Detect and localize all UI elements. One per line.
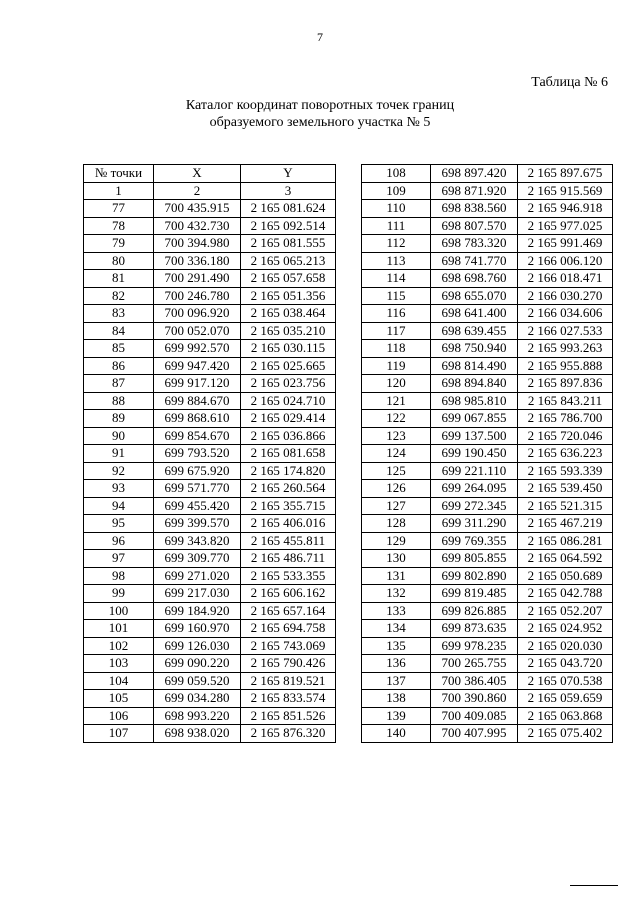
header-y: Y: [241, 165, 336, 183]
table-row: [84, 392, 336, 410]
x-coordinate-cell: 699 264.095: [431, 480, 518, 498]
point-number-cell: 86: [84, 357, 154, 375]
y-coordinate-cell: 2 165 025.665: [241, 357, 336, 375]
y-coordinate-cell: 2 165 024.952: [518, 620, 613, 638]
table-row: [362, 340, 613, 358]
table-row: [362, 585, 613, 603]
point-number-cell: 113: [362, 252, 431, 270]
corner-line: [570, 885, 618, 886]
y-coordinate-cell: 2 165 092.514: [241, 217, 336, 235]
point-number-cell: 102: [84, 637, 154, 655]
point-number-cell: 126: [362, 480, 431, 498]
caption-line-1: Каталог координат поворотных точек границ: [185, 98, 455, 113]
table-row: [84, 410, 336, 428]
point-number-cell: 117: [362, 322, 431, 340]
point-number-cell: 104: [84, 672, 154, 690]
point-number-cell: 128: [362, 515, 431, 533]
point-number-cell: 89: [84, 410, 154, 428]
x-coordinate-cell: 698 750.940: [431, 340, 518, 358]
x-coordinate-cell: 698 698.760: [431, 270, 518, 288]
y-coordinate-cell: 2 165 174.820: [241, 462, 336, 480]
y-coordinate-cell: 2 165 743.069: [241, 637, 336, 655]
y-coordinate-cell: 2 165 467.219: [518, 515, 613, 533]
y-coordinate-cell: 2 165 993.263: [518, 340, 613, 358]
point-number-cell: 130: [362, 550, 431, 568]
point-number-cell: 101: [84, 620, 154, 638]
x-coordinate-cell: 700 052.070: [154, 322, 241, 340]
table-row: [84, 252, 336, 270]
x-coordinate-cell: 699 184.920: [154, 602, 241, 620]
point-number-cell: 131: [362, 567, 431, 585]
point-number-cell: 124: [362, 445, 431, 463]
table-row: [362, 165, 613, 183]
y-coordinate-cell: 2 165 355.715: [241, 497, 336, 515]
table-row: [362, 287, 613, 305]
y-coordinate-cell: 2 165 455.811: [241, 532, 336, 550]
y-coordinate-cell: 2 165 042.788: [518, 585, 613, 603]
table-row: [362, 497, 613, 515]
point-number-cell: 129: [362, 532, 431, 550]
x-coordinate-cell: 698 741.770: [431, 252, 518, 270]
table-row: [84, 340, 336, 358]
y-coordinate-cell: 2 165 786.700: [518, 410, 613, 428]
x-coordinate-cell: 698 807.570: [431, 217, 518, 235]
x-coordinate-cell: 699 221.110: [431, 462, 518, 480]
table-row: [84, 637, 336, 655]
coordinates-table-right: [361, 164, 613, 743]
x-coordinate-cell: 699 190.450: [431, 445, 518, 463]
y-coordinate-cell: 2 165 029.414: [241, 410, 336, 428]
x-coordinate-cell: 700 394.980: [154, 235, 241, 253]
x-coordinate-cell: 699 272.345: [431, 497, 518, 515]
x-coordinate-cell: 699 126.030: [154, 637, 241, 655]
y-coordinate-cell: 2 165 057.658: [241, 270, 336, 288]
point-number-cell: 115: [362, 287, 431, 305]
point-number-cell: 99: [84, 585, 154, 603]
y-coordinate-cell: 2 165 593.339: [518, 462, 613, 480]
point-number-cell: 134: [362, 620, 431, 638]
x-coordinate-cell: 699 399.570: [154, 515, 241, 533]
y-coordinate-cell: 2 165 081.658: [241, 445, 336, 463]
x-coordinate-cell: 700 336.180: [154, 252, 241, 270]
x-coordinate-cell: 699 067.855: [431, 410, 518, 428]
y-coordinate-cell: 2 166 027.533: [518, 322, 613, 340]
table-row: [362, 200, 613, 218]
header-row: [84, 165, 336, 183]
y-coordinate-cell: 2 165 843.211: [518, 392, 613, 410]
table-row: [84, 585, 336, 603]
table-row: [362, 305, 613, 323]
x-coordinate-cell: 699 805.855: [431, 550, 518, 568]
y-coordinate-cell: 2 166 034.606: [518, 305, 613, 323]
y-coordinate-cell: 2 165 897.836: [518, 375, 613, 393]
table-row: [362, 217, 613, 235]
table-row: [362, 427, 613, 445]
table-row: [84, 567, 336, 585]
table-row: [362, 410, 613, 428]
x-coordinate-cell: 699 271.020: [154, 567, 241, 585]
table-row: [84, 707, 336, 725]
table-row: [362, 392, 613, 410]
x-coordinate-cell: 699 947.420: [154, 357, 241, 375]
point-number-cell: 139: [362, 707, 431, 725]
y-coordinate-cell: 2 165 636.223: [518, 445, 613, 463]
x-coordinate-cell: 700 390.860: [431, 690, 518, 708]
y-coordinate-cell: 2 165 036.866: [241, 427, 336, 445]
point-number-cell: 94: [84, 497, 154, 515]
y-coordinate-cell: 2 165 052.207: [518, 602, 613, 620]
point-number-cell: 95: [84, 515, 154, 533]
y-coordinate-cell: 2 165 065.213: [241, 252, 336, 270]
x-coordinate-cell: 698 655.070: [431, 287, 518, 305]
point-number-cell: 125: [362, 462, 431, 480]
x-coordinate-cell: 700 386.405: [431, 672, 518, 690]
table-row: [362, 182, 613, 200]
x-coordinate-cell: 698 985.810: [431, 392, 518, 410]
point-number-cell: 127: [362, 497, 431, 515]
point-number-cell: 137: [362, 672, 431, 690]
table-row: [84, 462, 336, 480]
x-coordinate-cell: 699 160.970: [154, 620, 241, 638]
point-number-cell: 96: [84, 532, 154, 550]
table-row: [362, 567, 613, 585]
point-number-cell: 133: [362, 602, 431, 620]
x-coordinate-cell: 699 059.520: [154, 672, 241, 690]
x-coordinate-cell: 699 137.500: [431, 427, 518, 445]
table-label: Таблица № 6: [531, 75, 608, 90]
header-point-number: № точки: [84, 165, 154, 183]
y-coordinate-cell: 2 165 086.281: [518, 532, 613, 550]
point-number-cell: 79: [84, 235, 154, 253]
column-number-3: 3: [241, 182, 336, 200]
point-number-cell: 140: [362, 725, 431, 743]
y-coordinate-cell: 2 165 977.025: [518, 217, 613, 235]
y-coordinate-cell: 2 166 006.120: [518, 252, 613, 270]
page-number: 7: [317, 30, 323, 44]
x-coordinate-cell: 700 246.780: [154, 287, 241, 305]
x-coordinate-cell: 698 993.220: [154, 707, 241, 725]
table-row: [84, 200, 336, 218]
point-number-cell: 123: [362, 427, 431, 445]
header-x: X: [154, 165, 241, 183]
point-number-cell: 122: [362, 410, 431, 428]
y-coordinate-cell: 2 165 070.538: [518, 672, 613, 690]
x-coordinate-cell: 699 217.030: [154, 585, 241, 603]
y-coordinate-cell: 2 165 897.675: [518, 165, 613, 183]
table-row: [84, 357, 336, 375]
point-number-cell: 93: [84, 480, 154, 498]
y-coordinate-cell: 2 165 955.888: [518, 357, 613, 375]
point-number-cell: 135: [362, 637, 431, 655]
y-coordinate-cell: 2 165 023.756: [241, 375, 336, 393]
x-coordinate-cell: 700 291.490: [154, 270, 241, 288]
point-number-cell: 103: [84, 655, 154, 673]
y-coordinate-cell: 2 165 790.426: [241, 655, 336, 673]
y-coordinate-cell: 2 165 406.016: [241, 515, 336, 533]
table-row: [84, 550, 336, 568]
y-coordinate-cell: 2 165 020.030: [518, 637, 613, 655]
table-row: [362, 235, 613, 253]
table-row: [362, 620, 613, 638]
x-coordinate-cell: 698 938.020: [154, 725, 241, 743]
x-coordinate-cell: 699 793.520: [154, 445, 241, 463]
x-coordinate-cell: 698 894.840: [431, 375, 518, 393]
point-number-cell: 77: [84, 200, 154, 218]
x-coordinate-cell: 699 978.235: [431, 637, 518, 655]
y-coordinate-cell: 2 165 521.315: [518, 497, 613, 515]
y-coordinate-cell: 2 165 991.469: [518, 235, 613, 253]
y-coordinate-cell: 2 165 059.659: [518, 690, 613, 708]
column-number-2: 2: [154, 182, 241, 200]
point-number-cell: 107: [84, 725, 154, 743]
table-row: [84, 620, 336, 638]
caption-line-2: образуемого земельного участка № 5: [209, 115, 431, 130]
y-coordinate-cell: 2 165 050.689: [518, 567, 613, 585]
x-coordinate-cell: 699 819.485: [431, 585, 518, 603]
point-number-cell: 82: [84, 287, 154, 305]
table-row: [84, 602, 336, 620]
x-coordinate-cell: 699 868.610: [154, 410, 241, 428]
table-row: [362, 445, 613, 463]
x-coordinate-cell: 699 311.290: [431, 515, 518, 533]
y-coordinate-cell: 2 165 035.210: [241, 322, 336, 340]
y-coordinate-cell: 2 165 657.164: [241, 602, 336, 620]
x-coordinate-cell: 699 309.770: [154, 550, 241, 568]
x-coordinate-cell: 699 769.355: [431, 532, 518, 550]
point-number-cell: 90: [84, 427, 154, 445]
x-coordinate-cell: 699 884.670: [154, 392, 241, 410]
x-coordinate-cell: 699 571.770: [154, 480, 241, 498]
x-coordinate-cell: 700 407.995: [431, 725, 518, 743]
y-coordinate-cell: 2 165 833.574: [241, 690, 336, 708]
point-number-cell: 91: [84, 445, 154, 463]
x-coordinate-cell: 699 802.890: [431, 567, 518, 585]
y-coordinate-cell: 2 165 606.162: [241, 585, 336, 603]
point-number-cell: 109: [362, 182, 431, 200]
column-number-row: [84, 182, 336, 200]
y-coordinate-cell: 2 165 051.356: [241, 287, 336, 305]
table-row: [84, 305, 336, 323]
table-row: [84, 375, 336, 393]
point-number-cell: 87: [84, 375, 154, 393]
table-row: [84, 235, 336, 253]
point-number-cell: 83: [84, 305, 154, 323]
point-number-cell: 121: [362, 392, 431, 410]
point-number-cell: 120: [362, 375, 431, 393]
table-row: [362, 515, 613, 533]
x-coordinate-cell: 699 090.220: [154, 655, 241, 673]
x-coordinate-cell: 698 897.420: [431, 165, 518, 183]
table-row: [84, 532, 336, 550]
y-coordinate-cell: 2 165 063.868: [518, 707, 613, 725]
y-coordinate-cell: 2 165 915.569: [518, 182, 613, 200]
table-row: [84, 322, 336, 340]
table-row: [84, 287, 336, 305]
x-coordinate-cell: 698 641.400: [431, 305, 518, 323]
point-number-cell: 114: [362, 270, 431, 288]
table-row: [362, 672, 613, 690]
table-row: [362, 462, 613, 480]
x-coordinate-cell: 700 409.085: [431, 707, 518, 725]
table-row: [84, 672, 336, 690]
point-number-cell: 100: [84, 602, 154, 620]
point-number-cell: 78: [84, 217, 154, 235]
y-coordinate-cell: 2 165 081.555: [241, 235, 336, 253]
y-coordinate-cell: 2 165 851.526: [241, 707, 336, 725]
table-row: [362, 480, 613, 498]
table-row: [362, 322, 613, 340]
point-number-cell: 110: [362, 200, 431, 218]
x-coordinate-cell: 699 034.280: [154, 690, 241, 708]
table-row: [84, 217, 336, 235]
point-number-cell: 111: [362, 217, 431, 235]
x-coordinate-cell: 699 992.570: [154, 340, 241, 358]
column-number-1: 1: [84, 182, 154, 200]
table-row: [362, 602, 613, 620]
point-number-cell: 98: [84, 567, 154, 585]
y-coordinate-cell: 2 165 946.918: [518, 200, 613, 218]
table-row: [362, 690, 613, 708]
point-number-cell: 105: [84, 690, 154, 708]
point-number-cell: 84: [84, 322, 154, 340]
table-row: [362, 252, 613, 270]
y-coordinate-cell: 2 166 018.471: [518, 270, 613, 288]
table-row: [84, 445, 336, 463]
table-row: [362, 357, 613, 375]
y-coordinate-cell: 2 165 030.115: [241, 340, 336, 358]
point-number-cell: 116: [362, 305, 431, 323]
point-number-cell: 119: [362, 357, 431, 375]
table-row: [84, 497, 336, 515]
point-number-cell: 97: [84, 550, 154, 568]
table-row: [84, 725, 336, 743]
x-coordinate-cell: 699 826.885: [431, 602, 518, 620]
y-coordinate-cell: 2 165 075.402: [518, 725, 613, 743]
table-row: [362, 532, 613, 550]
point-number-cell: 108: [362, 165, 431, 183]
table-row: [362, 270, 613, 288]
y-coordinate-cell: 2 165 533.355: [241, 567, 336, 585]
point-number-cell: 88: [84, 392, 154, 410]
table-row: [362, 550, 613, 568]
table-row: [362, 707, 613, 725]
point-number-cell: 136: [362, 655, 431, 673]
point-number-cell: 106: [84, 707, 154, 725]
x-coordinate-cell: 700 096.920: [154, 305, 241, 323]
table-row: [84, 655, 336, 673]
point-number-cell: 85: [84, 340, 154, 358]
table-row: [84, 480, 336, 498]
point-number-cell: 132: [362, 585, 431, 603]
table-row: [84, 270, 336, 288]
x-coordinate-cell: 698 871.920: [431, 182, 518, 200]
x-coordinate-cell: 699 873.635: [431, 620, 518, 638]
x-coordinate-cell: 700 432.730: [154, 217, 241, 235]
table-row: [362, 637, 613, 655]
y-coordinate-cell: 2 165 024.710: [241, 392, 336, 410]
y-coordinate-cell: 2 165 260.564: [241, 480, 336, 498]
x-coordinate-cell: 698 783.320: [431, 235, 518, 253]
y-coordinate-cell: 2 165 064.592: [518, 550, 613, 568]
point-number-cell: 92: [84, 462, 154, 480]
table-caption: [0, 97, 640, 131]
x-coordinate-cell: 700 435.915: [154, 200, 241, 218]
table-row: [362, 655, 613, 673]
x-coordinate-cell: 698 838.560: [431, 200, 518, 218]
point-number-cell: 138: [362, 690, 431, 708]
table-row: [84, 427, 336, 445]
y-coordinate-cell: 2 165 694.758: [241, 620, 336, 638]
x-coordinate-cell: 698 814.490: [431, 357, 518, 375]
x-coordinate-cell: 700 265.755: [431, 655, 518, 673]
x-coordinate-cell: 699 917.120: [154, 375, 241, 393]
y-coordinate-cell: 2 165 038.464: [241, 305, 336, 323]
y-coordinate-cell: 2 166 030.270: [518, 287, 613, 305]
y-coordinate-cell: 2 165 720.046: [518, 427, 613, 445]
point-number-cell: 81: [84, 270, 154, 288]
x-coordinate-cell: 699 854.670: [154, 427, 241, 445]
table-row: [84, 690, 336, 708]
coordinates-table-left: [83, 164, 336, 743]
y-coordinate-cell: 2 165 819.521: [241, 672, 336, 690]
point-number-cell: 112: [362, 235, 431, 253]
y-coordinate-cell: 2 165 043.720: [518, 655, 613, 673]
y-coordinate-cell: 2 165 876.320: [241, 725, 336, 743]
point-number-cell: 80: [84, 252, 154, 270]
y-coordinate-cell: 2 165 539.450: [518, 480, 613, 498]
y-coordinate-cell: 2 165 081.624: [241, 200, 336, 218]
point-number-cell: 118: [362, 340, 431, 358]
x-coordinate-cell: 698 639.455: [431, 322, 518, 340]
x-coordinate-cell: 699 343.820: [154, 532, 241, 550]
x-coordinate-cell: 699 455.420: [154, 497, 241, 515]
x-coordinate-cell: 699 675.920: [154, 462, 241, 480]
table-row: [362, 725, 613, 743]
table-row: [84, 515, 336, 533]
table-row: [362, 375, 613, 393]
y-coordinate-cell: 2 165 486.711: [241, 550, 336, 568]
